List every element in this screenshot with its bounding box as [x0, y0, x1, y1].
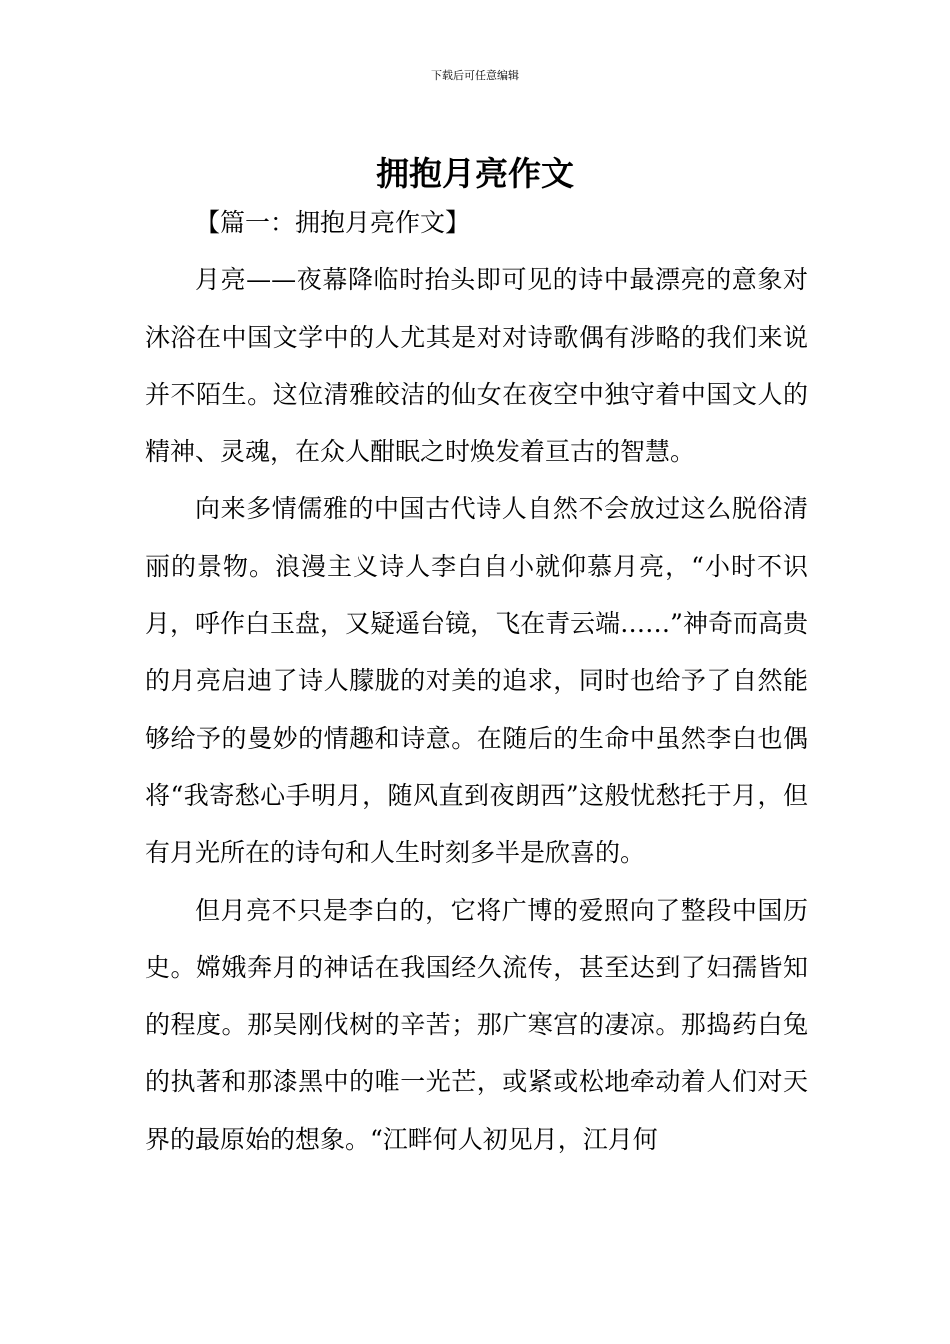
header-note: 下载后可任意编辑 [431, 69, 519, 82]
document-title: 拥抱月亮作文 [376, 154, 574, 194]
paragraph: 但月亮不只是李白的，它将广博的爱照向了整段中国历史。嫦娥奔月的神话在我国经久流传，甚至达到了妇孺皆知的程度。那吴刚伐树的辛苦；那广寒宫的凄凉。那捣药白兔的执著和那漆黑中的唯一光芒，或紧或松地牵动着人们对天界的最原始的想象。“江畔何人初见月，江月何 [145, 895, 808, 1154]
paragraph: 月亮——夜幕降临时抬头即可见的诗中最漂亮的意象对沐浴在中国文学中的人尤其是对对诗歌偶有涉略的我们来说并不陌生。这位清雅皎洁的仙女在夜空中独守着中国文人的精神、灵魂，在众人酣眠之时焕发着亘古的智慧。 [145, 265, 808, 467]
paragraph: 向来多情儒雅的中国古代诗人自然不会放过这么脱俗清丽的景物。浪漫主义诗人李白自小就仰慕月亮，“小时不识月，呼作白玉盘，又疑遥台镜，飞在青云端……”神奇而高贵的月亮启迪了诗人朦胧的对美的追求，同时也给予了自然能够给予的曼妙的情趣和诗意。在随后的生命中虽然李白也偶将“我寄愁心手明月，随风直到夜朗西”这般忧愁托于月，但有月光所在的诗句和人生时刻多半是欣喜的。 [145, 494, 808, 868]
document-body [145, 194, 808, 1168]
section-heading: 【篇一：拥抱月亮作文】 [195, 208, 471, 237]
